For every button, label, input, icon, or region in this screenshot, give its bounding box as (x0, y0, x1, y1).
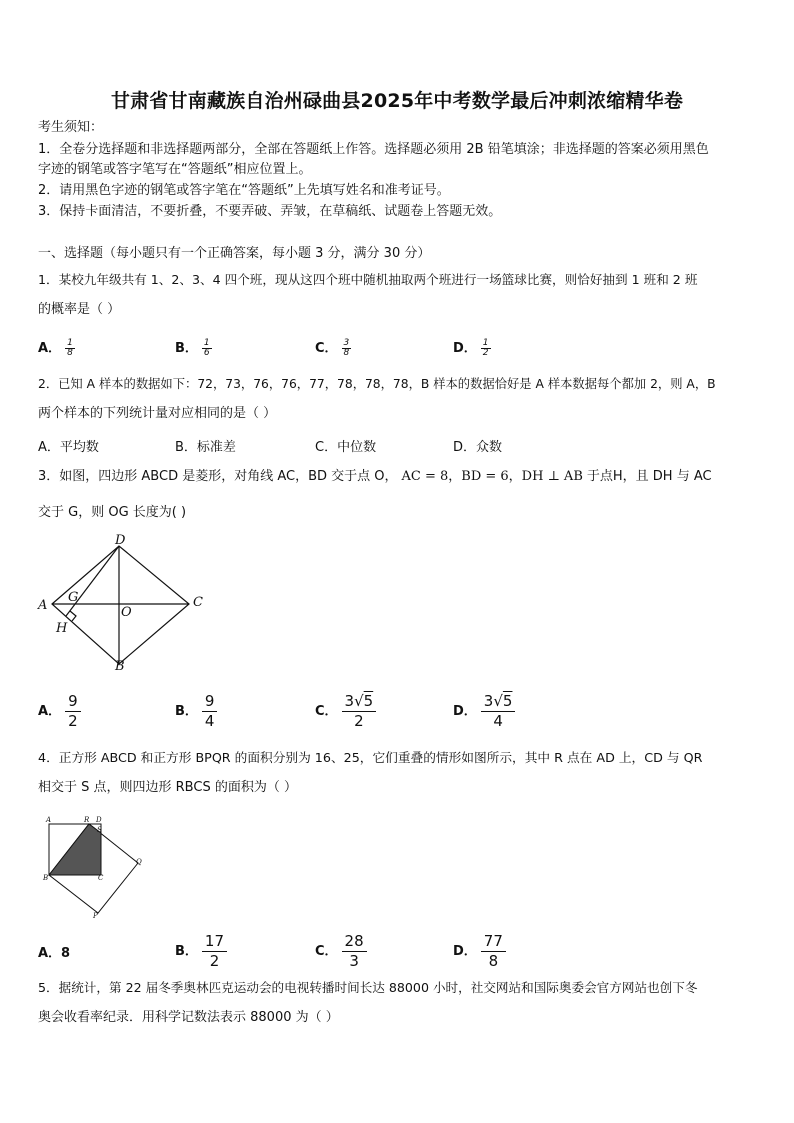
q3-option-d[interactable]: D． $\frac{3√5}{4}$ (453, 692, 515, 731)
q3-rhombus-figure (34, 534, 214, 674)
label-c: C (98, 874, 104, 882)
notice-item-2: 2．请用黑色字迹的钢笔或答字笔在“答题纸”上先填写姓名和准考证号。 (38, 183, 450, 198)
page-title: 甘肃省甘南藏族自治州碌曲县2025年中考数学最后冲刺浓缩精华卷 (110, 90, 684, 112)
label-r: R (84, 816, 90, 824)
q1-option-d[interactable]: D． $\frac{1}{2}$ (453, 338, 489, 358)
q1-option-b[interactable]: B． $\frac{1}{6}$ (175, 338, 210, 358)
label-o: O (121, 605, 132, 620)
q4-option-c[interactable]: C． $\frac{28}{3}$ (315, 932, 367, 971)
label-d: D (96, 816, 102, 824)
segment-dh (66, 546, 119, 616)
label-a: A (46, 816, 52, 824)
q2-option-c[interactable]: C．中位数 (315, 440, 377, 455)
q5-stem-line2: 奥会收看率纪录．用科学记数法表示 88000 为（ ） (38, 1010, 339, 1025)
q3-stem-line1: 3．如图，四边形 ABCD 是菱形，对角线 AC，BD 交于点 O， AC = 8，BD = 6，DH ⊥ AB 于点H，且 DH 与 AC (38, 469, 712, 484)
q3-option-a[interactable]: A． $\frac{9}{2}$ (38, 692, 81, 731)
notice-item-3: 3．保持卡面清洁，不要折叠，不要弄破、弄皱，在草稿纸、试题卷上答题无效。 (38, 204, 502, 219)
q2-option-a[interactable]: A．平均数 (38, 440, 99, 455)
label-a: A (38, 598, 48, 613)
section-heading: 一、选择题（每小题只有一个正确答案，每小题 3 分，满分 30 分） (38, 246, 431, 261)
q2-stem-line1: 2．已知 A 样本的数据如下：72，73，76，76，77，78，78，78，B 样本的数据恰好是 A 样本数据每个都加 2，则 A，B (38, 377, 716, 391)
q3-given-math: AC = 8，BD = 6，DH ⊥ AB (401, 469, 583, 484)
q3-stem-line2: 交于 G，则 OG 长度为( ) (38, 505, 187, 520)
right-angle-mark (70, 611, 76, 621)
q3-option-b[interactable]: B． $\frac{9}{4}$ (175, 692, 217, 731)
q3-option-c[interactable]: C． $\frac{3√5}{2}$ (315, 692, 376, 731)
q4-option-a[interactable]: A．8 (38, 946, 71, 961)
label-b: B (115, 659, 125, 674)
label-d: D (115, 534, 126, 548)
label-p: P (93, 912, 98, 920)
q4-stem-line2: 相交于 S 点，则四边形 RBCS 的面积为（ ） (38, 780, 297, 795)
notice-heading: 考生须知： (38, 120, 104, 135)
label-q: Q (136, 858, 142, 866)
label-c: C (193, 595, 203, 610)
q4-stem-line1: 4．正方形 ABCD 和正方形 BPQR 的面积分别为 16、25，它们重叠的情形如图所示，其中 R 点在 AD 上，CD 与 QR (38, 750, 703, 765)
label-h: H (56, 621, 68, 636)
q1-option-a[interactable]: A． $\frac{1}{8}$ (38, 338, 73, 358)
label-s: S (97, 826, 102, 834)
q1-stem-line2: 的概率是（ ） (38, 302, 121, 317)
q1-option-c[interactable]: C． $\frac{3}{8}$ (315, 338, 350, 358)
label-b: B (43, 874, 49, 882)
q4-option-b[interactable]: B． $\frac{17}{2}$ (175, 932, 227, 971)
q2-option-d[interactable]: D．众数 (453, 440, 503, 455)
label-g: G (68, 590, 79, 605)
notice-item-1-cont: 字迹的钢笔或答字笔写在“答题纸”相应位置上。 (38, 162, 312, 177)
q2-stem-line2: 两个样本的下列统计量对应相同的是（ ） (38, 406, 277, 421)
shaded-rbcs (49, 824, 101, 875)
q2-option-b[interactable]: B．标准差 (175, 440, 236, 455)
q4-option-d[interactable]: D． $\frac{77}{8}$ (453, 932, 506, 971)
q4-squares-figure (38, 812, 158, 920)
q1-stem-line1: 1．某校九年级共有 1、2、3、4 四个班，现从这四个班中随机抽取两个班进行一场篮球比赛，则恰好抽到 1 班和 2 班 (38, 272, 698, 287)
notice-item-1: 1．全卷分选择题和非选择题两部分，全部在答题纸上作答。选择题必须用 2B 铅笔填涂；非选择题的答案必须用黑色 (38, 142, 709, 157)
q5-stem-line1: 5．据统计，第 22 届冬季奥林匹克运动会的电视转播时间长达 88000 小时，社交网站和国际奥委会官方网站也创下冬 (38, 980, 698, 995)
